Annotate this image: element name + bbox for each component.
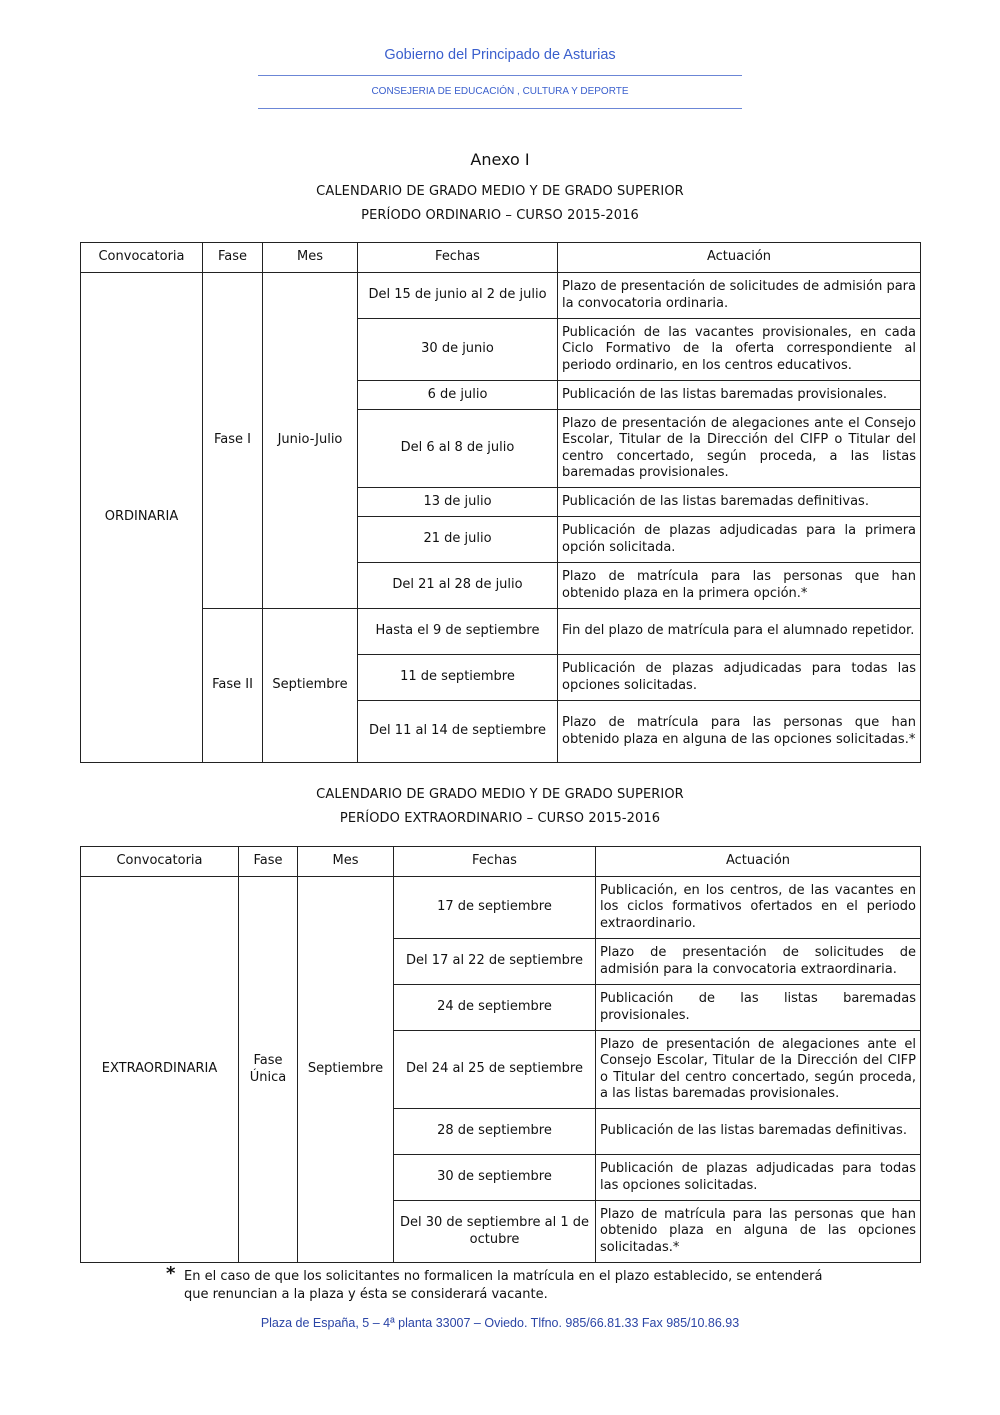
page-title: Anexo I	[470, 150, 530, 169]
column-header: Mes	[263, 243, 358, 273]
actuacion-cell: Publicación de las listas baremadas definitivas.	[596, 1109, 921, 1155]
actuacion-cell: Plazo de matrícula para las personas que han obtenido plaza en alguna de las opciones solicitadas.*	[558, 701, 921, 763]
column-header: Mes	[298, 847, 394, 877]
table-row	[81, 609, 921, 655]
fecha-cell: Del 24 al 25 de septiembre	[394, 1031, 596, 1109]
convocatoria-cell: EXTRAORDINARIA	[81, 877, 239, 1263]
column-header: Fase	[239, 847, 298, 877]
mes-cell: Junio-Julio	[263, 273, 358, 609]
fecha-cell: 6 de julio	[358, 381, 558, 410]
ordinary-calendar-table	[80, 242, 921, 763]
actuacion-cell: Plazo de presentación de alegaciones ante el Consejo Escolar, Titular de la Dirección del CIFP o Titular del centro concertado, según proceda, a las listas baremadas provisionales.	[596, 1031, 921, 1109]
mes-cell: Septiembre	[298, 877, 394, 1263]
fecha-cell: Del 11 al 14 de septiembre	[358, 701, 558, 763]
header-divider	[258, 108, 742, 109]
convocatoria-cell: ORDINARIA	[81, 273, 203, 763]
footer-address: Plaza de España, 5 – 4ª planta 33007 – Oviedo. Tlfno. 985/66.81.33 Fax 985/10.86.93	[260, 1316, 740, 1330]
fecha-cell: Del 6 al 8 de julio	[358, 410, 558, 488]
fecha-cell: 17 de septiembre	[394, 877, 596, 939]
actuacion-cell: Publicación de las listas baremadas provisionales.	[558, 381, 921, 410]
table-row	[81, 273, 921, 319]
footnote-text: En el caso de que los solicitantes no formalicen la matrícula en el plazo establecido, se entenderá que renuncian a la plaza y ésta se considerará vacante.	[184, 1269, 823, 1302]
fecha-cell: 30 de septiembre	[394, 1155, 596, 1201]
fase-cell: Fase Única	[239, 877, 298, 1263]
column-header: Fechas	[358, 243, 558, 273]
header-divider	[258, 75, 742, 76]
fecha-cell: 30 de junio	[358, 319, 558, 381]
column-header: Fase	[203, 243, 263, 273]
fecha-cell: 21 de julio	[358, 517, 558, 563]
header-government: Gobierno del Principado de Asturias	[384, 47, 616, 63]
table-header-row	[81, 243, 921, 273]
extraordinary-subtitle-1: CALENDARIO DE GRADO MEDIO Y DE GRADO SUPERIOR	[316, 787, 684, 802]
column-header: Actuación	[596, 847, 921, 877]
column-header: Actuación	[558, 243, 921, 273]
actuacion-cell: Plazo de presentación de alegaciones ante el Consejo Escolar, Titular de la Dirección del CIFP o Titular del centro concertado, según proceda, a las listas baremadas provisionales.	[558, 410, 921, 488]
header-ministry: CONSEJERIA DE EDUCACIÓN , CULTURA Y DEPORTE	[371, 86, 629, 97]
ordinary-subtitle-2: PERÍODO ORDINARIO – CURSO 2015-2016	[361, 208, 639, 223]
fecha-cell: 28 de septiembre	[394, 1109, 596, 1155]
fase-cell: Fase II	[203, 609, 263, 763]
actuacion-cell: Publicación de plazas adjudicadas para todas las opciones solicitadas.	[596, 1155, 921, 1201]
column-header: Convocatoria	[81, 243, 203, 273]
actuacion-cell: Publicación de las listas baremadas provisionales.	[596, 985, 921, 1031]
fecha-cell: 11 de septiembre	[358, 655, 558, 701]
footnote-symbol: *	[166, 1263, 176, 1284]
ordinary-subtitle-1: CALENDARIO DE GRADO MEDIO Y DE GRADO SUPERIOR	[316, 184, 684, 199]
actuacion-cell: Plazo de presentación de solicitudes de admisión para la convocatoria extraordinaria.	[596, 939, 921, 985]
fecha-cell: 24 de septiembre	[394, 985, 596, 1031]
fecha-cell: Del 30 de septiembre al 1 de octubre	[394, 1201, 596, 1263]
column-header: Fechas	[394, 847, 596, 877]
extraordinary-subtitle-2: PERÍODO EXTRAORDINARIO – CURSO 2015-2016	[339, 811, 661, 826]
fase-cell: Fase I	[203, 273, 263, 609]
actuacion-cell: Plazo de presentación de solicitudes de admisión para la convocatoria ordinaria.	[558, 273, 921, 319]
actuacion-cell: Publicación de plazas adjudicadas para la primera opción solicitada.	[558, 517, 921, 563]
actuacion-cell: Publicación de las vacantes provisionales, en cada Ciclo Formativo de la oferta correspondiente al periodo ordinario, en los centros educativos.	[558, 319, 921, 381]
mes-cell: Septiembre	[263, 609, 358, 763]
table-header-row	[81, 847, 921, 877]
actuacion-cell: Publicación de plazas adjudicadas para todas las opciones solicitadas.	[558, 655, 921, 701]
fecha-cell: Del 21 al 28 de julio	[358, 563, 558, 609]
fecha-cell: Hasta el 9 de septiembre	[358, 609, 558, 655]
fecha-cell: Del 17 al 22 de septiembre	[394, 939, 596, 985]
actuacion-cell: Fin del plazo de matrícula para el alumnado repetidor.	[558, 609, 921, 655]
actuacion-cell: Plazo de matrícula para las personas que han obtenido plaza en alguna de las opciones solicitadas.*	[596, 1201, 921, 1263]
fecha-cell: Del 15 de junio al 2 de julio	[358, 273, 558, 319]
column-header: Convocatoria	[81, 847, 239, 877]
actuacion-cell: Plazo de matrícula para las personas que han obtenido plaza en la primera opción.*	[558, 563, 921, 609]
table-row	[81, 877, 921, 939]
actuacion-cell: Publicación de las listas baremadas definitivas.	[558, 488, 921, 517]
actuacion-cell: Publicación, en los centros, de las vacantes en los ciclos formativos ofertados en el periodo extraordinario.	[596, 877, 921, 939]
fecha-cell: 13 de julio	[358, 488, 558, 517]
extraordinary-calendar-table	[80, 846, 921, 1263]
